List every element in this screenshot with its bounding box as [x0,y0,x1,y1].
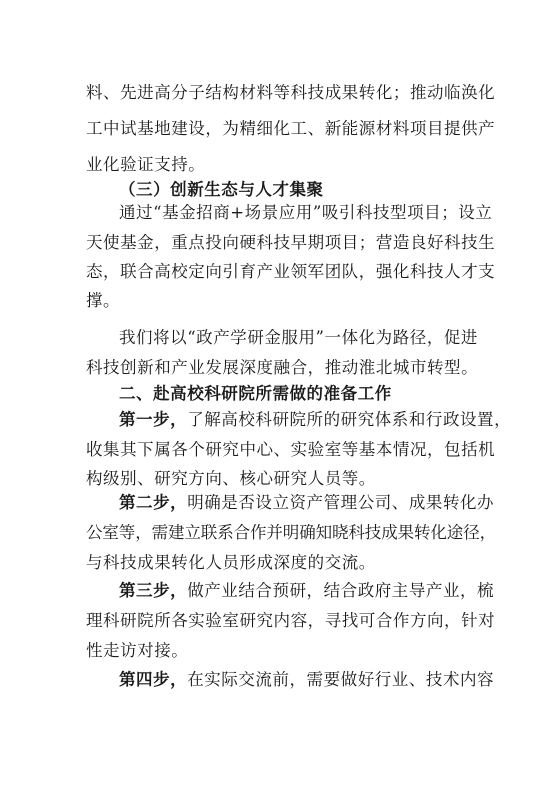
body-text-line [86,358,478,378]
body-text-line [86,262,495,282]
line-text: 理科研院所各实验室研究内容，寻找可合作方向，针对 [86,611,496,630]
heading-text: 二、赴高校科研院所需做的准备工作 [119,384,392,403]
line-text: 构级别、研究方向、核心研究人员等。 [86,469,376,488]
step-three-line [119,581,494,601]
line-text: 了解高校科研院所的研究体系和行政设置， [187,410,512,429]
step-two-line [119,493,494,513]
line-text: 通过“基金招商+场景应用”吸引科技型项目；设立 [119,203,493,222]
line-text: 我们将以“政产学研金服用”一体化为路径，促进 [119,328,478,347]
heading-text: （三）创新生态与人才集聚 [119,180,324,199]
body-text-line [119,203,492,223]
line-text: 明确是否设立资产管理公司、成果转化办 [187,493,495,512]
step-label: 第二步， [119,493,188,512]
body-text-line [86,523,496,543]
section-heading-preparation [119,384,392,404]
body-text-line [86,553,376,573]
body-text-line [86,83,495,103]
body-text-line [86,641,188,661]
line-text: 态，联合高校定向引育产业领军团队，强化科技人才支 [86,262,496,281]
section-heading-innovation-ecology [119,180,324,200]
body-text-line [119,328,478,348]
step-one-line [119,410,511,430]
line-text: 天使基金，重点投向硬科技早期项目；营造良好科技生 [86,233,496,252]
line-text: 在实际交流前，需要做好行业、技术内容 [187,670,495,689]
line-text: 业化验证支持。 [86,155,206,174]
line-text: 做产业结合预研，结合政府主导产业，梳 [187,581,495,600]
line-text: 料、先进高分子结构材料等科技成果转化；推动临涣化 [86,83,496,102]
line-text: 工中试基地建设，为精细化工、新能源材料项目提供产 [86,119,496,138]
body-text-line [86,233,495,253]
step-label: 第一步， [119,410,188,429]
line-text: 与科技成果转化人员形成深度的交流。 [86,553,376,572]
line-text: 收集其下属各个研究中心、实验室等基本情况，包括机 [86,440,496,459]
step-four-line [119,670,494,690]
line-text: 公室等，需建立联系合作并明确知晓科技成果转化途径， [86,523,497,542]
line-text: 性走访对接。 [86,641,189,660]
body-text-line [86,291,120,311]
body-text-line [86,440,495,460]
step-label: 第三步， [119,581,188,600]
body-text-line [86,155,205,175]
body-text-line [86,611,495,631]
body-text-line [86,119,495,139]
body-text-line [86,469,376,489]
line-text: 科技创新和产业发展深度融合，推动淮北城市转型。 [86,358,479,377]
line-text: 撑。 [86,291,121,310]
step-label: 第四步， [119,670,188,689]
